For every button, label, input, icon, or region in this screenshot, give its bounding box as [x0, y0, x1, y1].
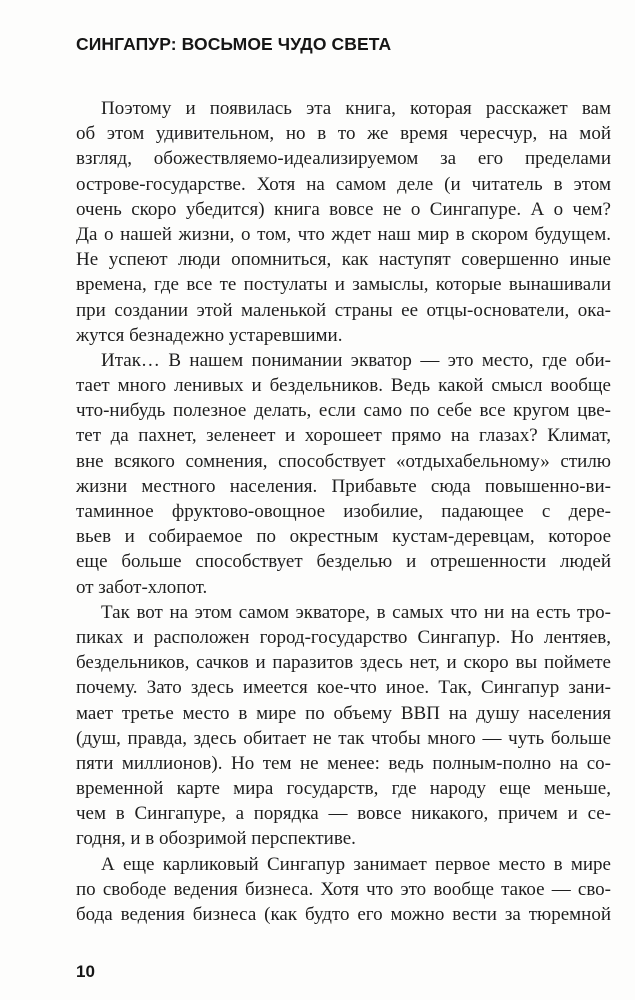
text-line: Да о нашей жизни, о том, что ждет наш мир в скором будущем.	[76, 223, 611, 245]
text-line: Итак… В нашем понимании экватор — это место, где оби-	[101, 349, 611, 371]
text-line: времена, где все те постулаты и замыслы, которые вынашивали	[76, 274, 611, 296]
page-number: 10	[76, 962, 95, 981]
paragraph	[76, 348, 611, 600]
text-line: А еще карликовый Сингапур занимает первое место в мире	[101, 853, 611, 875]
text-line: таминное фруктово-овощное изобилие, падающее с дере-	[76, 501, 611, 522]
text-line: вьев и собираемое по окрестным кустам-деревцам, которое	[76, 526, 611, 548]
text-line: Так вот на этом самом экваторе, в самых что ни на есть тро-	[101, 601, 611, 623]
paragraph	[76, 96, 611, 348]
text-line: пяти миллионов). Но тем не менее: ведь полным-полно на со-	[76, 752, 611, 774]
text-line: еще больше способствует безделью и отрешенности людей	[76, 551, 611, 573]
text-line: бода ведения бизнеса (как будто его можно вести за тюремной	[76, 904, 611, 925]
text-line: об этом удивительном, но в то же время чересчур, на мой	[76, 123, 611, 145]
running-title: СИНГАПУР: ВОСЬМОЕ ЧУДО СВЕТА	[76, 34, 392, 54]
text-line: мает третье место в мире по объему ВВП на душу населения	[76, 702, 611, 724]
text-line: бездельников, сачков и паразитов здесь нет, и скоро вы поймете	[76, 652, 611, 674]
text-line: (душ, правда, здесь обитает не так чтобы много — чуть больше	[76, 727, 611, 749]
text-line: жутся безнадежно устаревшими.	[76, 324, 343, 346]
text-line: Не успеют люди опомниться, как наступят совершенно иные	[76, 249, 611, 271]
text-line: от забот-хлопот.	[76, 576, 208, 598]
text-line: временной карте мира государств, где народу еще меньше,	[76, 778, 611, 800]
text-line: по свободе ведения бизнеса. Хотя что это вообще такое — сво-	[76, 878, 611, 900]
text-line: тет да пахнет, зеленеет и хорошеет прямо на глазах? Климат,	[76, 425, 611, 447]
text-line: при создании этой маленькой страны ее отцы-основатели, ока-	[76, 299, 611, 321]
text-line: острове-государстве. Хотя на самом деле (и читатель в этом	[76, 173, 611, 195]
paragraph	[76, 852, 611, 928]
text-line: чем в Сингапуре, а порядка — вовсе никакого, причем и се-	[76, 803, 611, 825]
text-line: почему. Зато здесь имеется кое-что иное. Так, Сингапур зани-	[76, 677, 611, 699]
paragraph	[76, 600, 611, 852]
text-line: что-нибудь полезное делать, если само по себе все кругом цве-	[76, 400, 611, 422]
text-line: пиках и расположен город-государство Сингапур. Но лентяев,	[76, 626, 611, 648]
text-line: Поэтому и появилась эта книга, которая расскажет вам	[101, 98, 611, 119]
text-line: взгляд, обожествляемо-идеализируемом за его пределами	[76, 148, 611, 170]
body-text	[76, 96, 611, 927]
text-line: очень скоро убедится) книга вовсе не о Сингапуре. А о чем?	[76, 198, 611, 220]
text-line: годня, и в обозримой перспективе.	[76, 828, 356, 850]
text-line: тает много ленивых и бездельников. Ведь какой смысл вообще	[76, 375, 611, 397]
text-line: вне всякого сомнения, способствует «отдыхабельному» стилю	[76, 450, 611, 472]
text-line: жизни местного населения. Прибавьте сюда повышенно-ви-	[76, 475, 611, 497]
